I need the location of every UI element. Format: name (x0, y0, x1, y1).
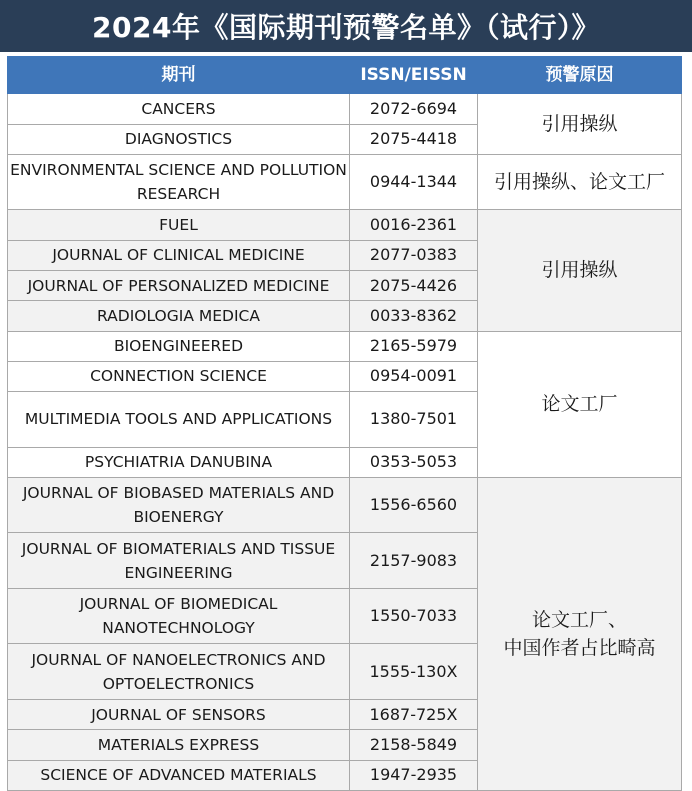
journal-name: MULTIMEDIA TOOLS AND APPLICATIONS (8, 392, 350, 448)
reason-cell: 引用操纵 (478, 210, 682, 331)
header-journal: 期刊 (8, 57, 350, 94)
journal-name: JOURNAL OF BIOBASED MATERIALS AND BIOENERGY (8, 477, 350, 533)
issn-value: 0033-8362 (350, 301, 478, 331)
table-row (8, 477, 682, 533)
issn-value: 2075-4418 (350, 124, 478, 154)
issn-value: 2077-0383 (350, 240, 478, 270)
journal-name: JOURNAL OF SENSORS (8, 699, 350, 729)
journal-warning-table (7, 56, 682, 791)
journal-name: JOURNAL OF PERSONALIZED MEDICINE (8, 270, 350, 300)
table-row (8, 154, 682, 210)
journal-name: CONNECTION SCIENCE (8, 361, 350, 391)
reason-cell: 引用操纵、论文工厂 (478, 154, 682, 210)
table-row (8, 331, 682, 361)
header-issn: ISSN/EISSN (350, 57, 478, 94)
issn-value: 1947-2935 (350, 760, 478, 790)
journal-name: JOURNAL OF NANOELECTRONICS AND OPTOELECTRONICS (8, 644, 350, 700)
issn-value: 1550-7033 (350, 588, 478, 644)
issn-value: 2158-5849 (350, 730, 478, 760)
journal-name: SCIENCE OF ADVANCED MATERIALS (8, 760, 350, 790)
issn-value: 2165-5979 (350, 331, 478, 361)
issn-value: 2072-6694 (350, 94, 478, 124)
issn-value: 2157-9083 (350, 533, 478, 589)
issn-value: 1556-6560 (350, 477, 478, 533)
journal-name: PSYCHIATRIA DANUBINA (8, 447, 350, 477)
issn-value: 1380-7501 (350, 392, 478, 448)
reason-cell: 论文工厂、 中国作者占比畸高 (478, 477, 682, 790)
issn-value: 0016-2361 (350, 210, 478, 240)
journal-name: ENVIRONMENTAL SCIENCE AND POLLUTION RESEARCH (8, 154, 350, 210)
reason-cell: 引用操纵 (478, 94, 682, 155)
table-header-row (8, 57, 682, 94)
journal-name: BIOENGINEERED (8, 331, 350, 361)
table-row (8, 94, 682, 124)
issn-value: 2075-4426 (350, 270, 478, 300)
issn-value: 1555-130X (350, 644, 478, 700)
table-row (8, 210, 682, 240)
page-title: 2024年《国际期刊预警名单》（试行）》 (0, 0, 692, 52)
issn-value: 0353-5053 (350, 447, 478, 477)
journal-name: RADIOLOGIA MEDICA (8, 301, 350, 331)
journal-name: JOURNAL OF CLINICAL MEDICINE (8, 240, 350, 270)
header-reason: 预警原因 (478, 57, 682, 94)
journal-name: FUEL (8, 210, 350, 240)
journal-name: JOURNAL OF BIOMEDICAL NANOTECHNOLOGY (8, 588, 350, 644)
issn-value: 1687-725X (350, 699, 478, 729)
journal-name: MATERIALS EXPRESS (8, 730, 350, 760)
issn-value: 0944-1344 (350, 154, 478, 210)
reason-cell: 论文工厂 (478, 331, 682, 477)
journal-name: JOURNAL OF BIOMATERIALS AND TISSUE ENGINEERING (8, 533, 350, 589)
journal-name: DIAGNOSTICS (8, 124, 350, 154)
journal-name: CANCERS (8, 94, 350, 124)
issn-value: 0954-0091 (350, 361, 478, 391)
